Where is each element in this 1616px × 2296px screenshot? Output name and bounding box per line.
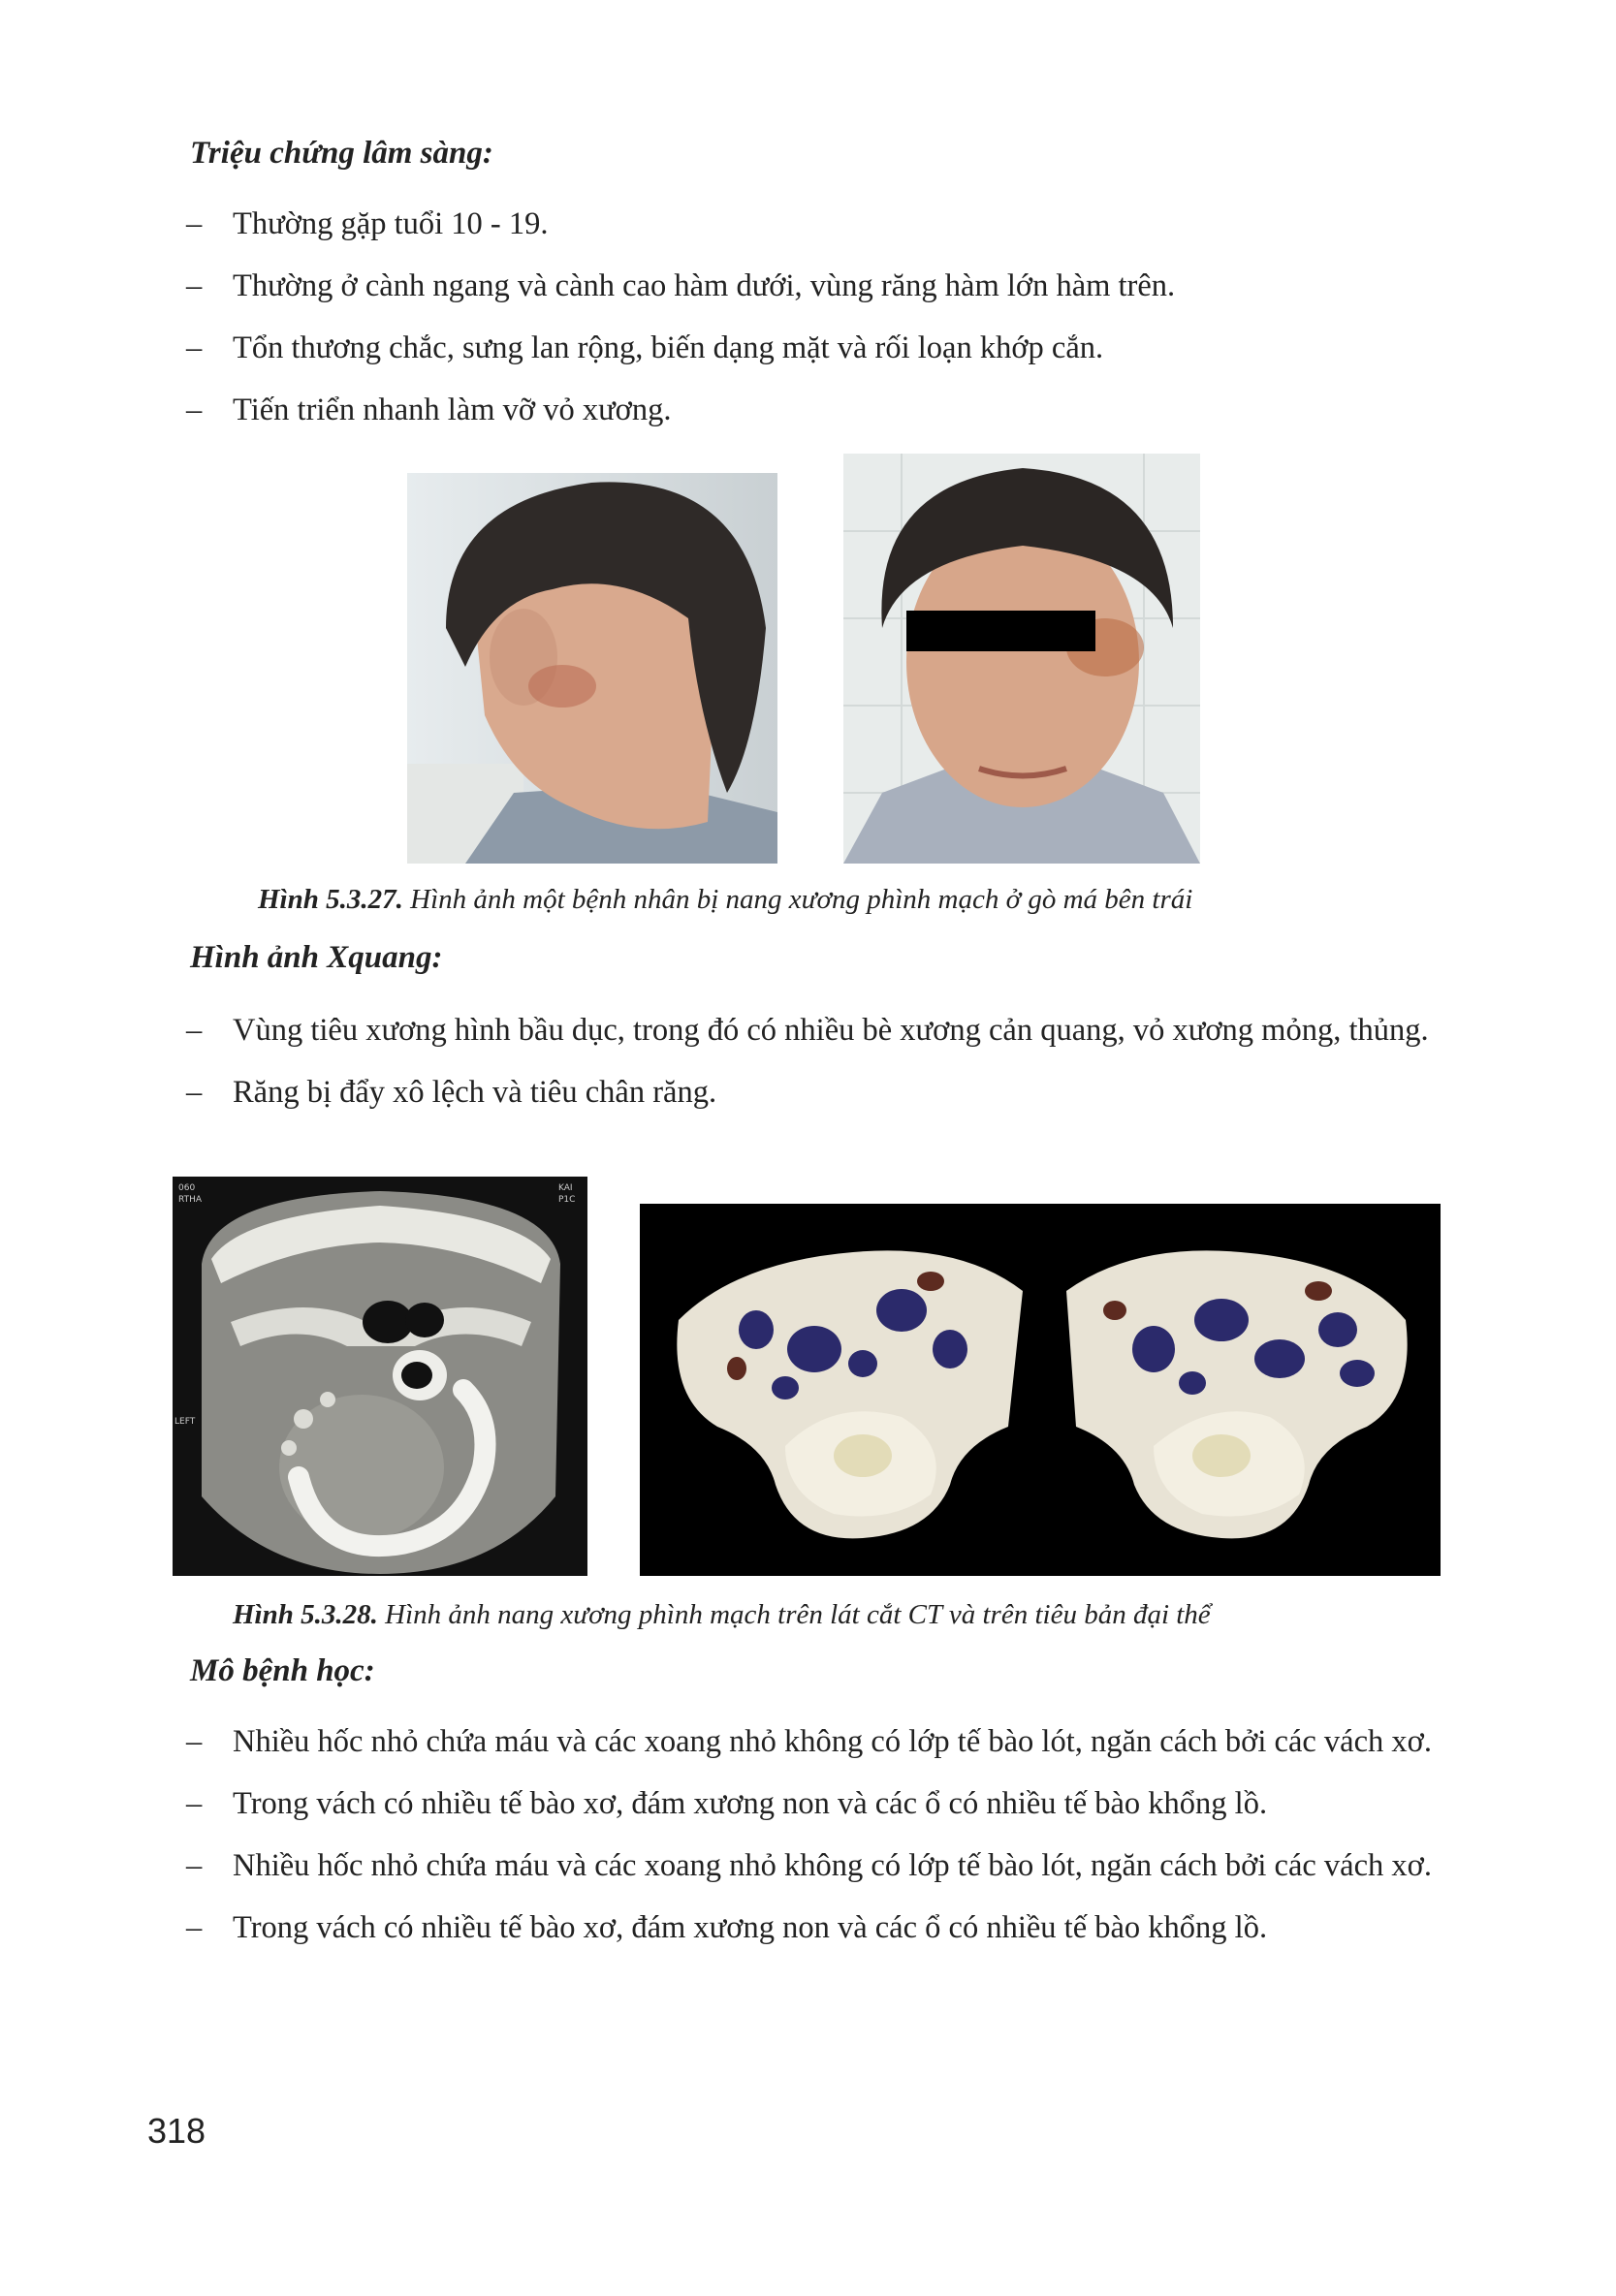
clinical-list <box>184 202 1473 450</box>
bullet-dash: – <box>186 1013 203 1048</box>
list-item-text: Nhiều hốc nhỏ chứa máu và các xoang nhỏ không có lớp tế bào lót, ngăn cách bởi các vách xơ. <box>233 1848 1432 1883</box>
gross-specimen-image <box>640 1204 1441 1576</box>
list-item <box>184 1719 1473 1764</box>
ct-label: LEFT <box>174 1417 196 1427</box>
patient-profile-photo <box>407 473 777 864</box>
list-item <box>184 202 1473 246</box>
list-item <box>184 326 1473 370</box>
figure-5-3-28-caption <box>233 1599 1211 1631</box>
bullet-dash: – <box>186 1910 203 1945</box>
bullet-dash: – <box>186 268 203 303</box>
list-item-text: Vùng tiêu xương hình bầu dục, trong đó có nhiều bè xương cản quang, vỏ xương mỏng, thủng. <box>233 1013 1429 1048</box>
list-item-text: Trong vách có nhiều tế bào xơ, đám xương non và các ổ có nhiều tế bào khổng lồ. <box>233 1910 1268 1945</box>
list-item <box>184 1070 1473 1115</box>
figure-caption-text: Hình ảnh một bệnh nhân bị nang xương phình mạch ở gò má bên trái <box>402 884 1193 915</box>
list-item-text: Thường gặp tuổi 10 - 19. <box>233 206 549 241</box>
list-item <box>184 1781 1473 1826</box>
list-item-text: Tổn thương chắc, sưng lan rộng, biến dạng mặt và rối loạn khớp cắn. <box>233 330 1104 365</box>
figure-5-3-27-caption <box>258 884 1192 916</box>
figure-label: Hình 5.3.27. <box>258 884 403 915</box>
list-item-text: Trong vách có nhiều tế bào xơ, đám xương non và các ổ có nhiều tế bào khổng lồ. <box>233 1786 1268 1821</box>
xray-heading: Hình ảnh Xquang: <box>190 940 443 975</box>
list-item-text: Tiến triển nhanh làm vỡ vỏ xương. <box>233 393 672 427</box>
histology-list <box>184 1719 1473 1967</box>
bullet-dash: – <box>186 1786 203 1821</box>
figure-caption-text: Hình ảnh nang xương phình mạch trên lát cắt CT và trên tiêu bản đại thể <box>377 1599 1211 1630</box>
bullet-dash: – <box>186 1848 203 1883</box>
list-item-text: Răng bị đẩy xô lệch và tiêu chân răng. <box>233 1075 717 1110</box>
ct-scan-image <box>173 1177 587 1576</box>
bullet-dash: – <box>186 393 203 427</box>
list-item <box>184 1008 1473 1053</box>
ct-label: RTHA <box>178 1195 203 1205</box>
histology-heading: Mô bệnh học: <box>190 1653 375 1688</box>
list-item-text: Thường ở cành ngang và cành cao hàm dưới, vùng răng hàm lớn hàm trên. <box>233 268 1176 303</box>
list-item <box>184 264 1473 308</box>
list-item <box>184 388 1473 432</box>
clinical-heading: Triệu chứng lâm sàng: <box>190 136 493 171</box>
bullet-dash: – <box>186 206 203 241</box>
bullet-dash: – <box>186 1075 203 1110</box>
patient-frontal-photo <box>843 454 1200 864</box>
xray-list <box>184 1008 1473 1132</box>
ct-label: P1C <box>558 1195 576 1205</box>
figure-label: Hình 5.3.28. <box>233 1599 378 1630</box>
bullet-dash: – <box>186 1724 203 1759</box>
list-item <box>184 1905 1473 1950</box>
ct-label: 060 <box>178 1183 196 1193</box>
ct-label: KAI <box>558 1183 573 1193</box>
list-item-text: Nhiều hốc nhỏ chứa máu và các xoang nhỏ không có lớp tế bào lót, ngăn cách bởi các vách xơ. <box>233 1724 1432 1759</box>
bullet-dash: – <box>186 330 203 365</box>
list-item <box>184 1843 1473 1888</box>
page-number: 318 <box>147 2111 206 2151</box>
